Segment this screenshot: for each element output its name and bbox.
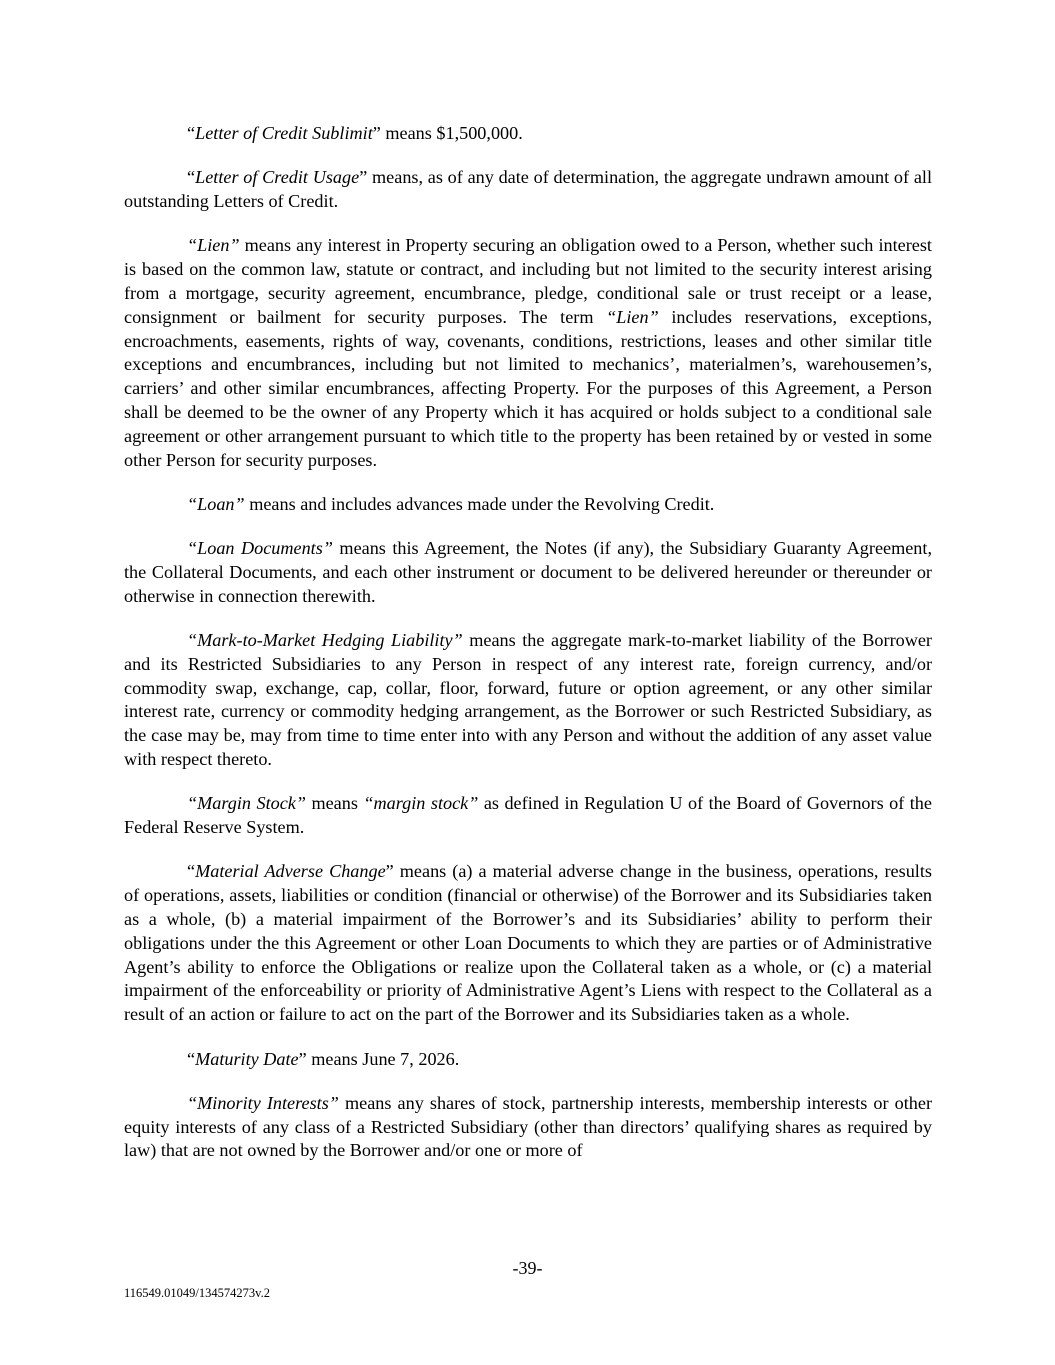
document-body xyxy=(124,122,932,1163)
definition-text-continued: as defined in Regulation U of the Board of Governors of the Federal Reserve System. xyxy=(124,793,932,838)
definition-text-continued: includes reservations, exceptions, encroachments, easements, rights of way, covenants, conditions, restrictions, leases and other similar title exceptions and encumbrances, including but not limited to mechanics’, materialmen’s, warehousemen’s, carriers’ and other similar encumbrances, affecting Property. For the purposes of this Agreement, a Person shall be deemed to be the owner of any Property which it has acquired or holds subject to a conditional sale agreement or other arrangement pursuant to which title to the property has been retained by or vested in some other Person for security purposes. xyxy=(124,306,932,470)
definition-text: means any shares of stock, partnership interests, membership interests or other equity interests of any class of a Restricted Subsidiary (other than directors’ qualifying shares as required by law) that are not owned by the Borrower and/or one or more of xyxy=(124,1092,932,1161)
open-quote: “ xyxy=(187,123,196,143)
definition-lien xyxy=(124,234,932,472)
definition-loan xyxy=(124,493,932,517)
definition-margin-stock xyxy=(124,792,932,840)
open-quote: “ xyxy=(187,167,196,188)
close-quote: ” xyxy=(385,861,394,882)
definition-minority-interests xyxy=(124,1092,932,1163)
defined-term: “Margin Stock” xyxy=(187,793,306,814)
defined-term: Material Adverse Change xyxy=(195,861,386,882)
definition-text: means the aggregate mark-to-market liability of the Borrower and its Restricted Subsidiaries to any Person in respect of any interest rate, foreign currency, and/or commodity swap, exchange, cap, collar, floor, forward, future or option agreement, or any other similar interest rate, currency or commodity hedging arrangement, as the Borrower or such Restricted Subsidiary, as the case may be, may from time to time enter into with any Person and without the addition of any asset value with respect thereto. xyxy=(124,630,932,770)
defined-term: “Mark-to-Market Hedging Liability” xyxy=(187,630,463,651)
defined-term: Letter of Credit Sublimit xyxy=(195,123,373,143)
defined-term: Letter of Credit Usage xyxy=(195,167,360,188)
open-quote: “ xyxy=(187,1048,196,1069)
definition-text: means this Agreement, the Notes (if any), the Subsidiary Guaranty Agreement, the Collateral Documents, and each other instrument or document to be delivered hereunder or thereunder or otherwise in connection therewith. xyxy=(124,538,932,606)
close-quote: ” xyxy=(298,1048,307,1069)
defined-term: “Lien” xyxy=(187,235,240,256)
document-id: 116549.01049/134574273v.2 xyxy=(124,1286,270,1300)
definition-text: means $1,500,000. xyxy=(380,123,523,143)
definition-text: means any interest in Property securing an obligation owed to a Person, whether such interest is based on the common law, statute or contract, and including but not limited to the security interest arising from a mortgage, security agreement, encumbrance, pledge, conditional sale or trust receipt or a lease, consignment or bailment for security purposes. The term xyxy=(124,235,932,327)
defined-term: “Minority Interests” xyxy=(187,1092,339,1113)
open-quote: “ xyxy=(187,861,196,882)
definition-text: means, as of any date of determination, the aggregate undrawn amount of all outstanding Letters of Credit. xyxy=(124,167,932,212)
definition-mark-to-market-hedging-liability xyxy=(124,629,932,772)
definition-text: means and includes advances made under the Revolving Credit. xyxy=(244,493,715,514)
definition-maturity-date xyxy=(124,1048,932,1072)
defined-term: Maturity Date xyxy=(195,1048,299,1069)
definition-material-adverse-change xyxy=(124,860,932,1027)
page-number: -39- xyxy=(512,1258,543,1278)
defined-term: “Loan Documents” xyxy=(187,538,333,559)
close-quote: ” xyxy=(359,167,368,188)
definition-text: means xyxy=(305,793,364,814)
defined-term-reference: “margin stock” xyxy=(363,793,479,814)
definition-loan-documents xyxy=(124,537,932,608)
close-quote: ” xyxy=(372,123,381,143)
defined-term: “Loan” xyxy=(187,493,245,514)
definition-letter-of-credit-sublimit xyxy=(124,122,932,146)
definition-text: means (a) a material adverse change in the business, operations, results of operations, assets, liabilities or condition (financial or otherwise) of the Borrower and its Subsidiaries taken as a whole, (b) a material impairment of the Borrower’s and its Subsidiaries’ ability to perform their obligations under the this Agreement or other Loan Documents to which they are parties or of Administrative Agent’s ability to enforce the Obligations or realize upon the Collateral taken as a whole, or (c) a material impairment of the enforceability or priority of Administrative Agent’s Liens with respect to the Collateral as a result of an action or failure to act on the part of the Borrower and its Subsidiaries taken as a whole. xyxy=(124,861,932,1025)
defined-term-reference: “Lien” xyxy=(606,306,659,327)
definition-letter-of-credit-usage xyxy=(124,166,932,214)
definition-text: means June 7, 2026. xyxy=(306,1048,460,1069)
